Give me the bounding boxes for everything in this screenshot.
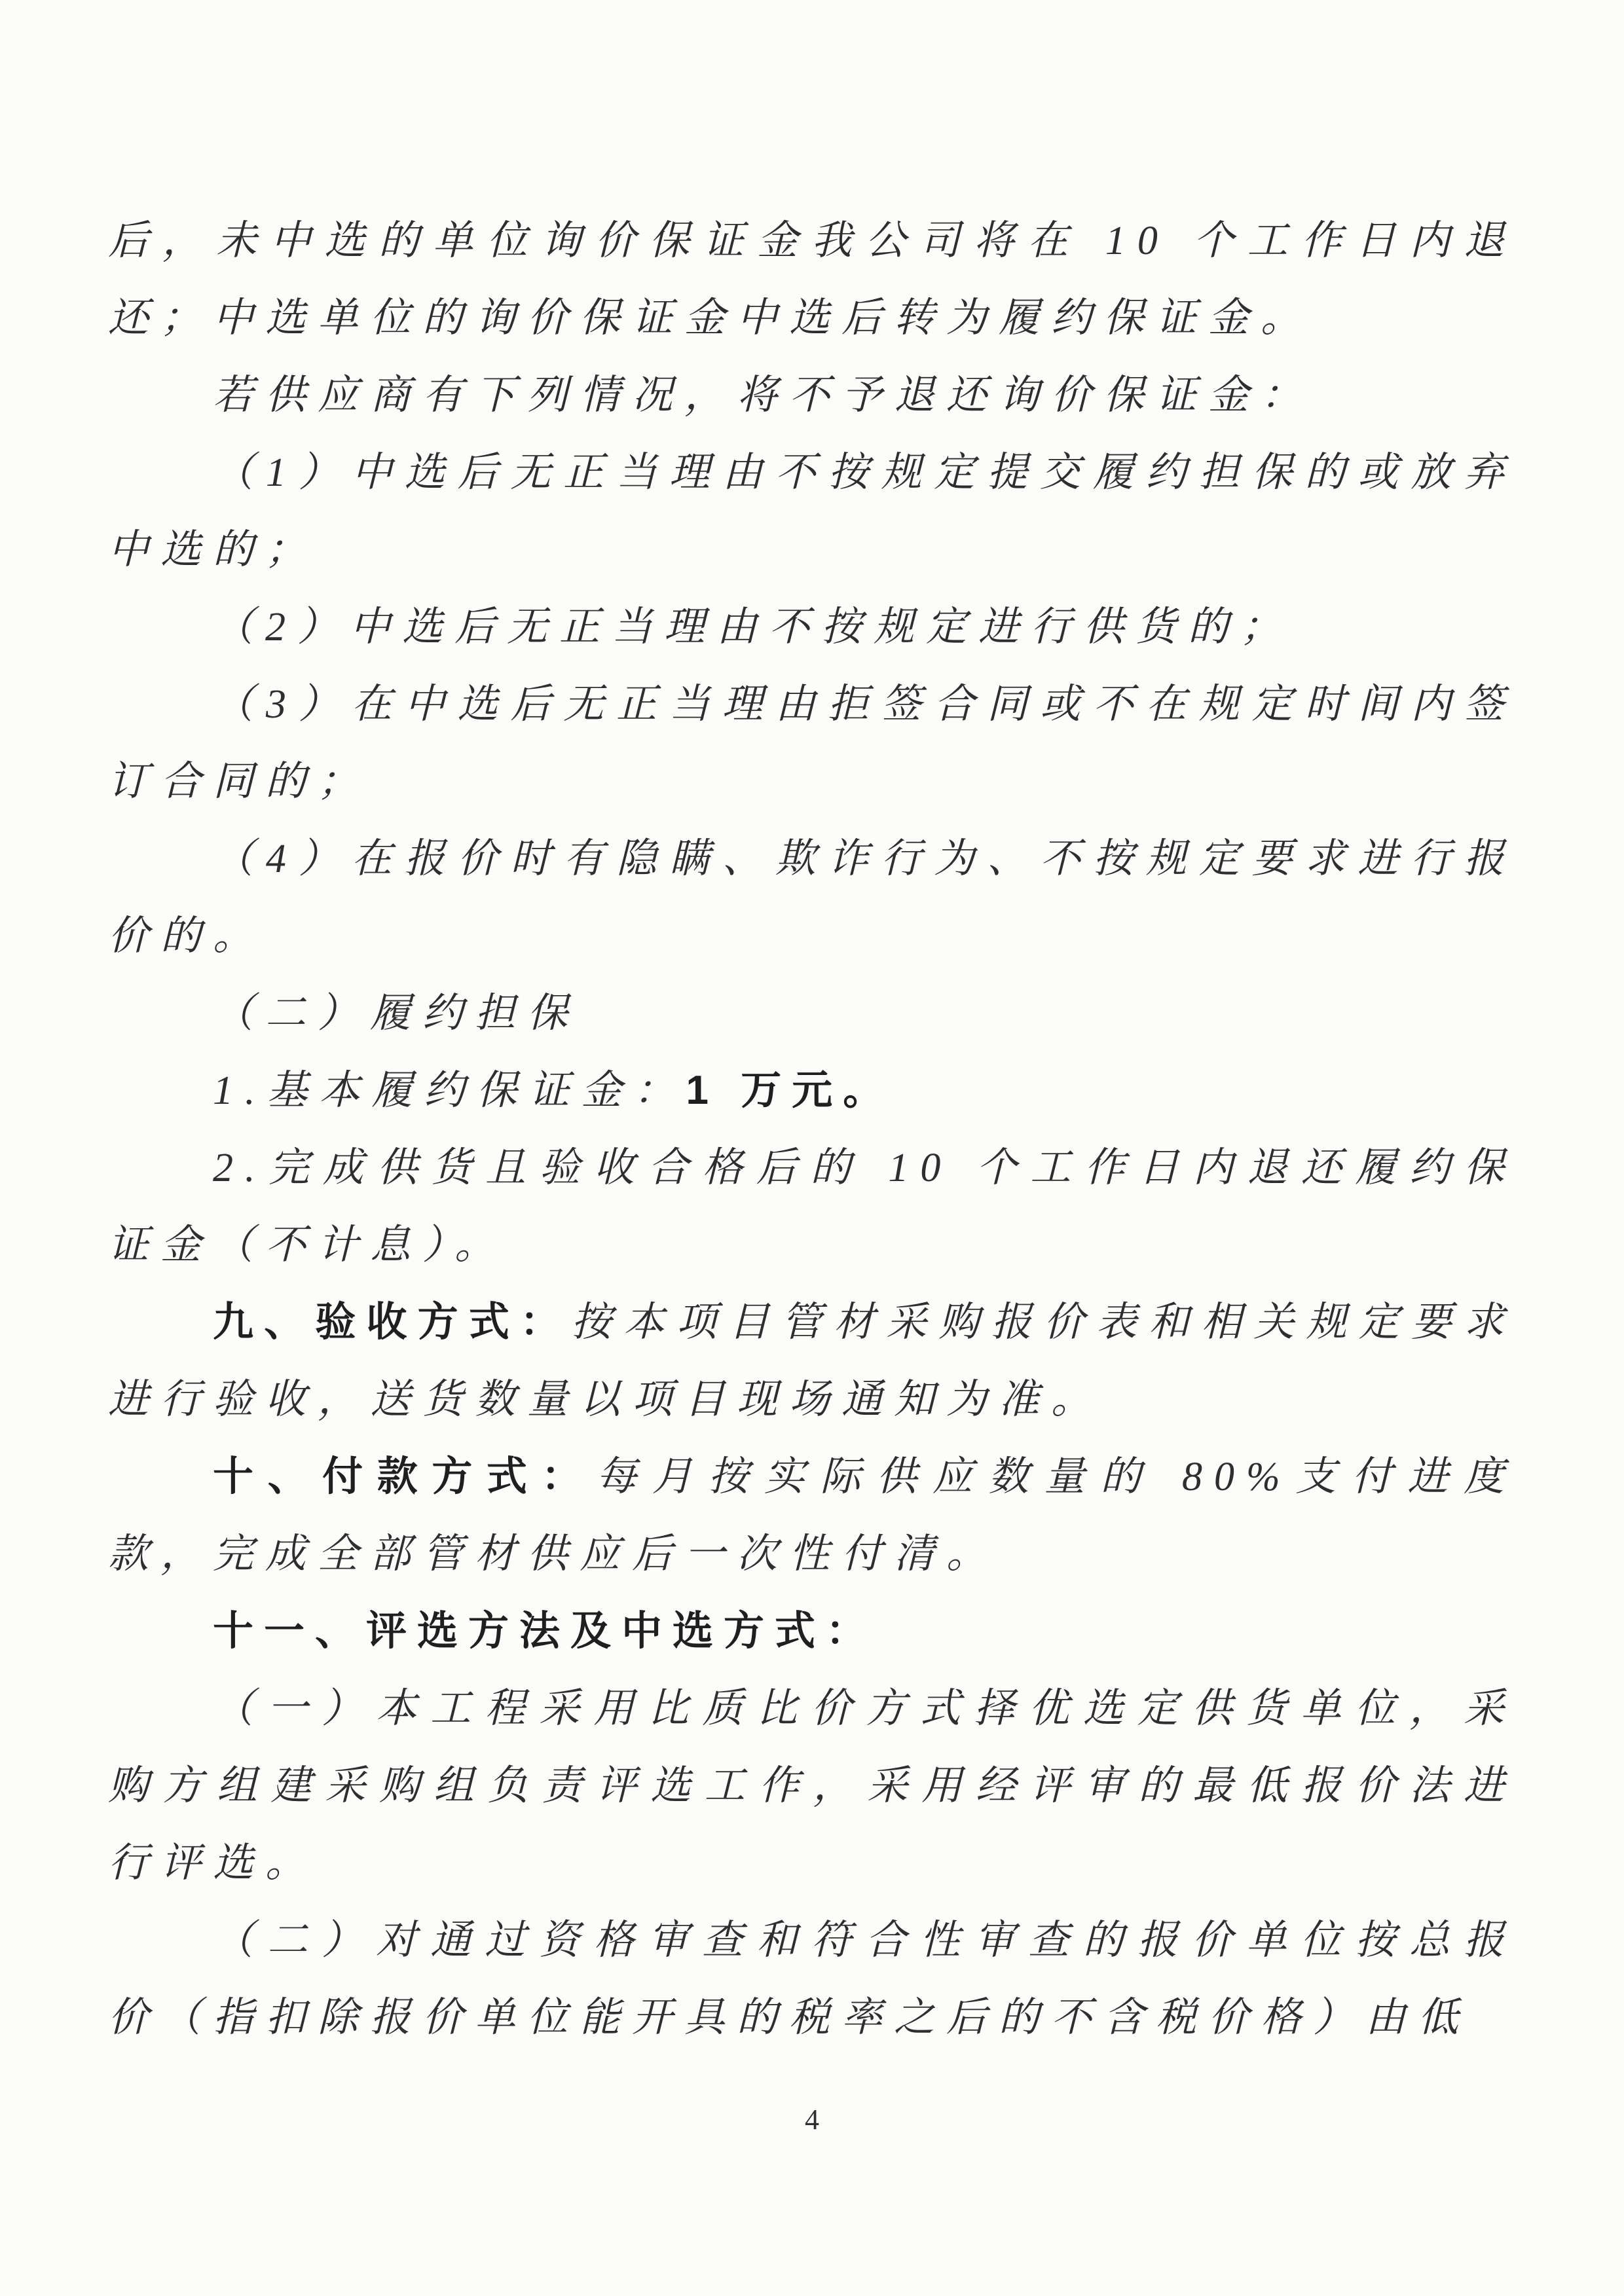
paragraph — [108, 1593, 1516, 1670]
text-run: （2）中选后无正当理由不按规定进行供货的； — [213, 605, 1293, 649]
paragraph — [108, 1902, 1516, 2056]
text-run-bold: 1 万元。 — [686, 1068, 895, 1113]
text-run: 后，未中选的单位询价保证金我公司将在 10 个工作日内退还；中选单位的询价保证金中选后转为履约保证金。 — [108, 219, 1516, 340]
text-run-bold: 十一、评选方法及中选方式： — [213, 1609, 877, 1654]
page-number: 4 — [805, 2104, 819, 2136]
text-run: （1）中选后无正当理由不按规定提交履约担保的或放弃中选的； — [108, 450, 1516, 572]
paragraph — [108, 1052, 1516, 1129]
text-run: （二）履约担保 — [213, 991, 580, 1036]
paragraph — [108, 357, 1516, 434]
paragraph — [108, 666, 1516, 820]
text-run: 若供应商有下列情况，将不予退还询价保证金： — [213, 373, 1314, 418]
paragraph — [108, 1438, 1516, 1593]
text-run: （二）对通过资格审查和符合性审查的报价单位按总报价（指扣除报价单位能开具的税率之后的不含税价格）由低 — [108, 1918, 1516, 2040]
text-run: 1.基本履约保证金： — [213, 1068, 686, 1113]
paragraph — [108, 589, 1516, 666]
paragraph — [108, 975, 1516, 1052]
text-run: 2.完成供货且验收合格后的 10 个工作日内退还履约保证金（不计息）。 — [108, 1146, 1516, 1267]
text-run: 按本项目管材采购报价表和相关规定要求进行验收，送货数量以项目现场通知为准。 — [108, 1300, 1516, 1422]
text-run: 每月按实际供应数量的 80%支付进度款，完成全部管材供应后一次性付清。 — [108, 1455, 1516, 1576]
paragraph — [108, 1284, 1516, 1438]
text-run-bold: 九、验收方式： — [213, 1300, 572, 1345]
document-body — [108, 202, 1516, 2056]
paragraph — [108, 1129, 1516, 1284]
text-run-bold: 十、付款方式： — [213, 1454, 597, 1499]
paragraph — [108, 820, 1516, 975]
text-run: （3）在中选后无正当理由拒签合同或不在规定时间内签订合同的； — [108, 682, 1516, 804]
text-run: （4）在报价时有隐瞒、欺诈行为、不按规定要求进行报价的。 — [108, 837, 1516, 958]
paragraph — [108, 1670, 1516, 1902]
paragraph — [108, 434, 1516, 589]
paragraph — [108, 202, 1516, 357]
text-run: （一）本工程采用比质比价方式择优选定供货单位，采购方组建采购组负责评选工作，采用经评审的最低报价法进行评选。 — [108, 1686, 1516, 1886]
